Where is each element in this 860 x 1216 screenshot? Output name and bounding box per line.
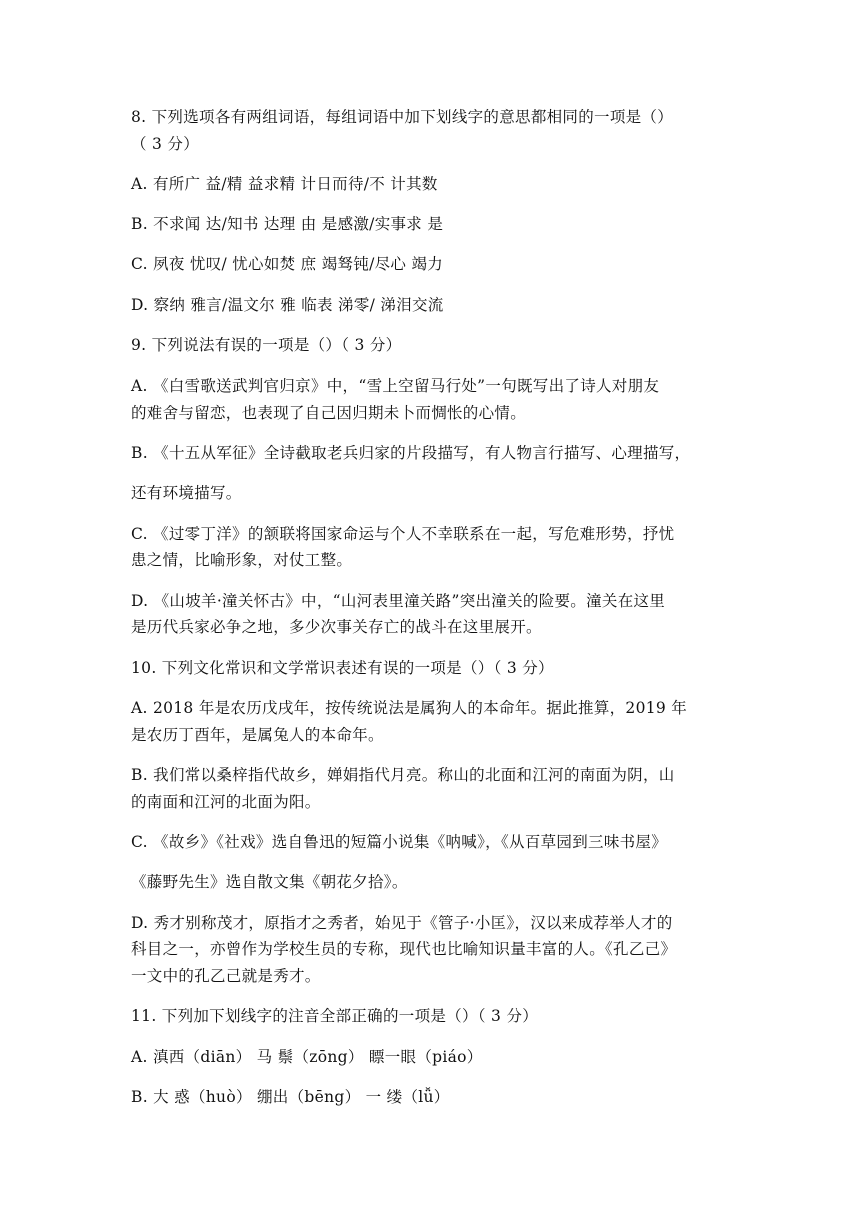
q10-option-c-line-1: C. 《故乡》《社戏》选自鲁迅的短篇小说集《呐喊》，《从百草园到三味书屋》: [131, 833, 668, 851]
q8-stem-line-2: （ 3 分）: [131, 135, 200, 153]
q10-option-c-line-2: 《藤野先生》选自散文集《朝花夕拾》。: [131, 873, 408, 891]
q8-option-a: A. 有所广 益/精 益求精 计日而待/不 计其数: [131, 175, 438, 193]
q9-option-a-line-2: 的难舍与留恋，也表现了自己因归期未卜而惆怅的心情。: [131, 404, 527, 422]
q10-option-d-line-2: 科目之一，亦曾作为学校生员的专称，现代也比喻知识量丰富的人。《孔乙己》: [131, 940, 677, 958]
q11-option-a: A. 滇西（diān） 马 鬃（zōng） 瞟一眼（piáo）: [131, 1048, 483, 1066]
q9-stem: 9. 下列说法有误的一项是（）（ 3 分）: [131, 336, 402, 354]
q11-stem: 11. 下列加下划线字的注音全部正确的一项是（）（ 3 分）: [131, 1007, 539, 1025]
q11-option-b: B. 大 惑（huò） 绷出（bēng） 一 缕（lǚ）: [131, 1088, 450, 1106]
q9-option-d-line-1: D. 《山坡羊·潼关怀古》中，“山河表里潼关路”突出潼关的险要。潼关在这里: [131, 592, 666, 610]
q10-option-a-line-2: 是农历丁酉年，是属兔人的本命年。: [131, 726, 384, 744]
q8-option-c: C. 夙夜 忧叹/ 忧心如焚 庶 竭驽钝/尽心 竭力: [131, 255, 444, 273]
q9-option-d-line-2: 是历代兵家必争之地，多少次事关存亡的战斗在这里展开。: [131, 618, 542, 636]
q9-option-b-line-2: 还有环境描写。: [131, 484, 242, 502]
q10-option-a-line-1: A. 2018 年是农历戊戌年，按传统说法是属狗人的本命年。据此推算，2019 年: [131, 699, 688, 717]
q8-stem-line-1: 8. 下列选项各有两组词语，每组词语中加下划线字的意思都相同的一项是（）: [131, 108, 674, 126]
q8-option-d: D. 察纳 雅言/温文尔 雅 临表 涕零/ 涕泪交流: [131, 296, 444, 314]
q10-stem: 10. 下列文化常识和文学常识表述有误的一项是（）（ 3 分）: [131, 659, 554, 677]
q10-option-b-line-1: B. 我们常以桑梓指代故乡，婵娟指代月亮。称山的北面和江河的南面为阴，山: [131, 766, 675, 784]
q10-option-d-line-3: 一文中的孔乙己就是秀才。: [131, 967, 321, 985]
q10-option-b-line-2: 的南面和江河的北面为阳。: [131, 793, 321, 811]
q9-option-b-line-1: B. 《十五从军征》全诗截取老兵归家的片段描写，有人物言行描写、心理描写，: [131, 444, 691, 462]
q8-option-b: B. 不求闻 达/知书 达理 由 是感激/实事求 是: [131, 215, 444, 233]
q9-option-c-line-2: 患之情，比喻形象，对仗工整。: [131, 551, 353, 569]
q9-option-a-line-1: A. 《白雪歌送武判官归京》中，“雪上空留马行处”一句既写出了诗人对朋友: [131, 377, 660, 395]
q10-option-d-line-1: D. 秀才别称茂才，原指才之秀者，始见于《管子·小匡》，汉以来成荐举人才的: [131, 914, 673, 932]
q9-option-c-line-1: C. 《过零丁洋》的颔联将国家命运与个人不幸联系在一起，写危难形势，抒忧: [131, 525, 675, 543]
